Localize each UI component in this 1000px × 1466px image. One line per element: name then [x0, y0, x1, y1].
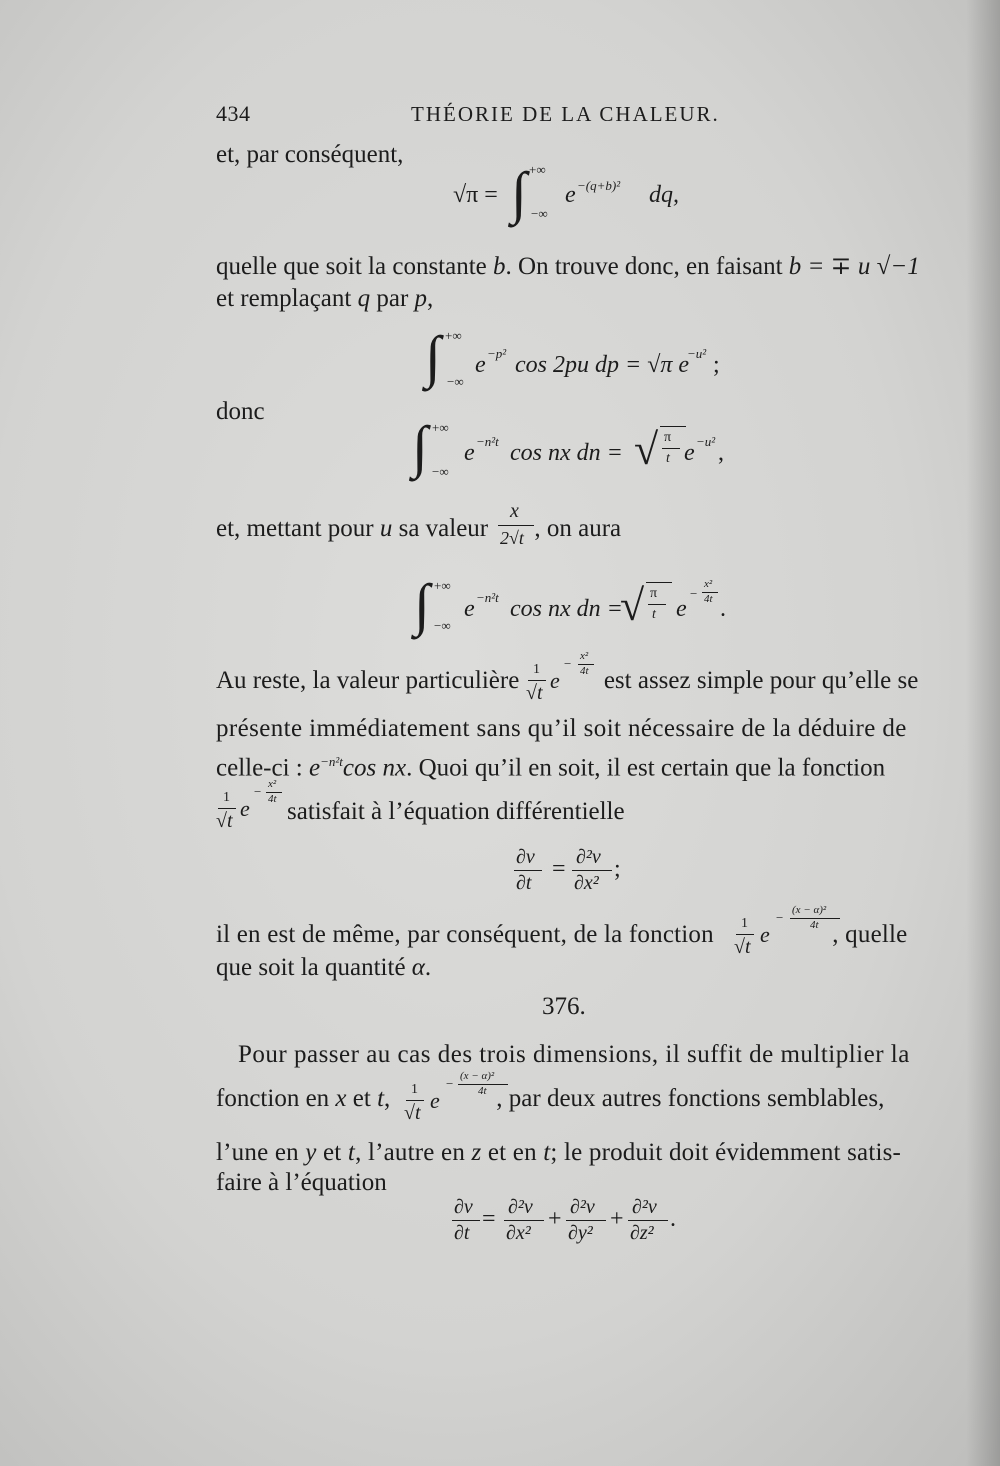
line13-part-a: fonction en [216, 1085, 336, 1112]
eq6-end: . [670, 1206, 676, 1232]
line3-var-p: p [414, 285, 428, 312]
eq6-left-num: ∂v [454, 1196, 473, 1218]
eq6-plus-2: + [610, 1206, 624, 1232]
eq4-e2: e [676, 596, 687, 622]
eq4-exp-num: x² [704, 578, 713, 590]
eq2-end: ; [713, 352, 720, 378]
inline-fraction-l13 [404, 1070, 514, 1130]
line3-part-a: et remplaçant [216, 285, 358, 312]
line11-part-c: . [424, 954, 432, 981]
line5-var-u: u [379, 515, 393, 542]
line13-var-x: x [335, 1085, 347, 1112]
eq6-a-den: ∂x² [506, 1222, 531, 1244]
inline-u-fraction [496, 500, 536, 556]
line2-var-b: b [493, 253, 506, 280]
eq4-frac-den: t [652, 607, 656, 622]
section-number: 376. [542, 993, 586, 1020]
eq4-exp-den: 4t [704, 593, 713, 605]
line6-part-b: est assez simple pour qu’elle se [597, 667, 919, 694]
inl10-e: e [760, 922, 770, 947]
eq5-left-num: ∂v [516, 846, 535, 868]
inline-u-num: x [510, 500, 519, 522]
eq2-exponent-2: −u² [687, 346, 707, 361]
inl6-den: √t [526, 682, 543, 704]
eq4-int-lower: −∞ [434, 618, 451, 633]
eq4-frac-bar [648, 604, 666, 605]
inl13-den: √t [404, 1102, 421, 1124]
inline-fraction-l10 [734, 900, 846, 960]
line13-part-f: , par deux autres fonctions semblables, [496, 1085, 885, 1112]
eq3-int-upper: +∞ [432, 420, 449, 435]
eq5-equals: = [552, 856, 566, 882]
eq4-e: e [464, 596, 475, 622]
text-line-8 [216, 747, 885, 783]
inline-b-value: b = ∓ u √−1 [788, 253, 920, 280]
text-line-12: Pour passer au cas des trois dimensions, il suffit de multiplier la [238, 1041, 910, 1068]
text-line-14 [216, 1138, 901, 1168]
eq1-lhs: √π = [453, 182, 498, 208]
text-line-2 [216, 252, 920, 282]
eq3-sqrt-icon: √ [634, 425, 659, 474]
text-line-9: satisfait à l’équation différentielle [287, 798, 625, 825]
line14-part-a: l’une en [216, 1139, 306, 1166]
inl9-exp-num: x² [268, 778, 277, 790]
eq5-left-den: ∂t [516, 872, 532, 894]
eq6-c-den: ∂z² [630, 1222, 654, 1244]
eq3-frac-den: t [666, 451, 670, 466]
eq1-tail: dq, [649, 182, 679, 208]
text-line-13 [216, 1084, 884, 1114]
eq6-a-num: ∂²v [508, 1196, 533, 1218]
eq4-int-upper: +∞ [434, 578, 451, 593]
inl10-exp-num: (x − α)² [792, 904, 827, 916]
inl6-num: 1 [533, 662, 540, 677]
line2-part-a: quelle que soit la constante [216, 253, 494, 280]
eq1-int-upper: +∞ [529, 162, 546, 177]
text-donc: donc [216, 398, 265, 425]
line14-var-z: z [471, 1139, 482, 1166]
eq3-sqrt-overline [660, 426, 686, 427]
eq6-equals: = [482, 1206, 496, 1232]
line13-var-t: t [377, 1085, 385, 1112]
eq2-int-upper: +∞ [445, 328, 462, 343]
line3-var-q: q [357, 285, 371, 312]
eq6-left-den: ∂t [454, 1222, 470, 1244]
line14-var-t: t [347, 1139, 356, 1166]
line14-part-c: et [316, 1139, 348, 1166]
eq5-right-num: ∂²v [576, 846, 601, 868]
line11-part-a: que soit la quantité [216, 954, 412, 981]
line8-part-a: celle-ci : [216, 754, 309, 782]
inline-u-bar [498, 525, 534, 526]
eq2-middle: cos 2pu dp = √π e [515, 352, 690, 378]
text-line-7: présente immédiatement sans qu’il soit nécessaire de la déduire de [216, 715, 907, 742]
inl9-num: 1 [223, 790, 230, 805]
eq3-exponent: −n²t [476, 434, 499, 449]
line14-part-g: et en [481, 1139, 544, 1166]
text-line-3 [216, 284, 433, 314]
eq3-e: e [464, 440, 475, 466]
eq3-integral-icon: ∫ [412, 414, 428, 479]
eq1-e: e [565, 182, 576, 208]
eq6-b-num: ∂²v [570, 1196, 595, 1218]
eq2-exponent: −p² [487, 346, 507, 361]
text-line-5 [216, 514, 621, 544]
line8-part-b: . Quoi qu’il en soit, il est certain que la fonction [406, 754, 886, 782]
line3-part-e: , [427, 285, 434, 312]
line13-part-e: , [384, 1085, 391, 1112]
inl8-exponent: −n²t [320, 754, 343, 769]
inl8-e: e [309, 754, 321, 782]
inl10-exp-den: 4t [810, 919, 819, 931]
eq3-e2: e [684, 440, 695, 466]
eq4-integral-icon: ∫ [414, 572, 430, 637]
inl6-exp-den: 4t [580, 665, 589, 677]
line3-part-c: par [370, 285, 415, 312]
inl10-num: 1 [741, 916, 748, 931]
eq6-b-den: ∂y² [568, 1222, 593, 1244]
eq2-e: e [475, 352, 486, 378]
line5-part-d: , on aura [534, 515, 622, 542]
eq4-exponent: −n²t [476, 590, 499, 605]
inl10-exp-minus: − [776, 910, 784, 925]
eq2-int-lower: −∞ [447, 374, 464, 389]
equation-6 [450, 1196, 680, 1248]
eq4-exp-minus: − [690, 586, 698, 601]
eq1-exponent: −(q+b)² [577, 178, 621, 193]
line14-part-i: ; le produit doit évidemment satis- [550, 1139, 902, 1166]
line14-var-y: y [305, 1139, 317, 1166]
page-number: 434 [216, 101, 251, 126]
inl6-exp-minus: − [564, 656, 572, 671]
inl13-exp-num: (x − α)² [460, 1070, 495, 1082]
eq1-integral-icon: ∫ [511, 160, 527, 225]
line2-part-c: . On trouve donc, en faisant [505, 253, 789, 280]
inline-u-den: 2√t [500, 528, 524, 548]
inl9-exp-den: 4t [268, 793, 277, 805]
eq4-middle: cos nx dn = [510, 596, 623, 622]
inl8-tail: cos nx [342, 754, 407, 782]
line6-part-a: Au reste, la valeur particulière [216, 667, 526, 694]
eq3-end: , [718, 440, 724, 466]
inline-fraction-l9 [216, 778, 284, 838]
inl13-num: 1 [411, 1082, 418, 1097]
text-line-15: faire à l’équation [216, 1169, 387, 1196]
eq3-exponent-2: −u² [696, 434, 716, 449]
line5-part-c: sa valeur [392, 515, 495, 542]
eq4-sqrt-overline [646, 582, 672, 583]
text-line-11 [216, 953, 431, 983]
inl6-e: e [550, 668, 560, 693]
line10-part-b: , quelle [832, 921, 908, 948]
eq3-int-lower: −∞ [432, 464, 449, 479]
eq5-right-den: ∂x² [574, 872, 599, 894]
eq4-end: . [720, 596, 726, 622]
inl13-exp-minus: − [446, 1076, 454, 1091]
eq6-plus-1: + [548, 1206, 562, 1232]
text-line-1: et, par conséquent, [216, 141, 404, 168]
line10-part-a: il en est de même, par conséquent, de la fonction [216, 921, 721, 948]
inl9-den: √t [216, 810, 233, 832]
inl6-exp-num: x² [580, 650, 589, 662]
eq3-frac-num: π [664, 430, 672, 445]
eq2-integral-icon: ∫ [425, 324, 441, 389]
equation-5 [512, 846, 632, 898]
line13-part-c: et [346, 1085, 378, 1112]
running-title: THÉORIE DE LA CHALEUR. [411, 102, 720, 126]
line11-alpha: α [411, 954, 425, 981]
inl13-exp-den: 4t [478, 1085, 487, 1097]
line5-part-a: et, mettant pour [216, 515, 380, 542]
eq6-c-num: ∂²v [632, 1196, 657, 1218]
eq3-middle: cos nx dn = [510, 440, 623, 466]
eq4-frac-num: π [650, 586, 658, 601]
eq1-int-lower: −∞ [531, 206, 548, 221]
line14-part-e: , l’autre en [355, 1139, 472, 1166]
inl9-e: e [240, 796, 250, 821]
line14-var-t2: t [543, 1139, 551, 1166]
inline-fraction-l6 [524, 650, 600, 710]
eq4-sqrt-icon: √ [620, 581, 645, 630]
inl9-exp-minus: − [254, 784, 262, 799]
page-edge-shadow [966, 0, 1000, 1466]
eq3-frac-bar [662, 448, 680, 449]
eq5-end: ; [614, 856, 621, 882]
inl13-e: e [430, 1088, 440, 1113]
inl10-den: √t [734, 936, 751, 958]
